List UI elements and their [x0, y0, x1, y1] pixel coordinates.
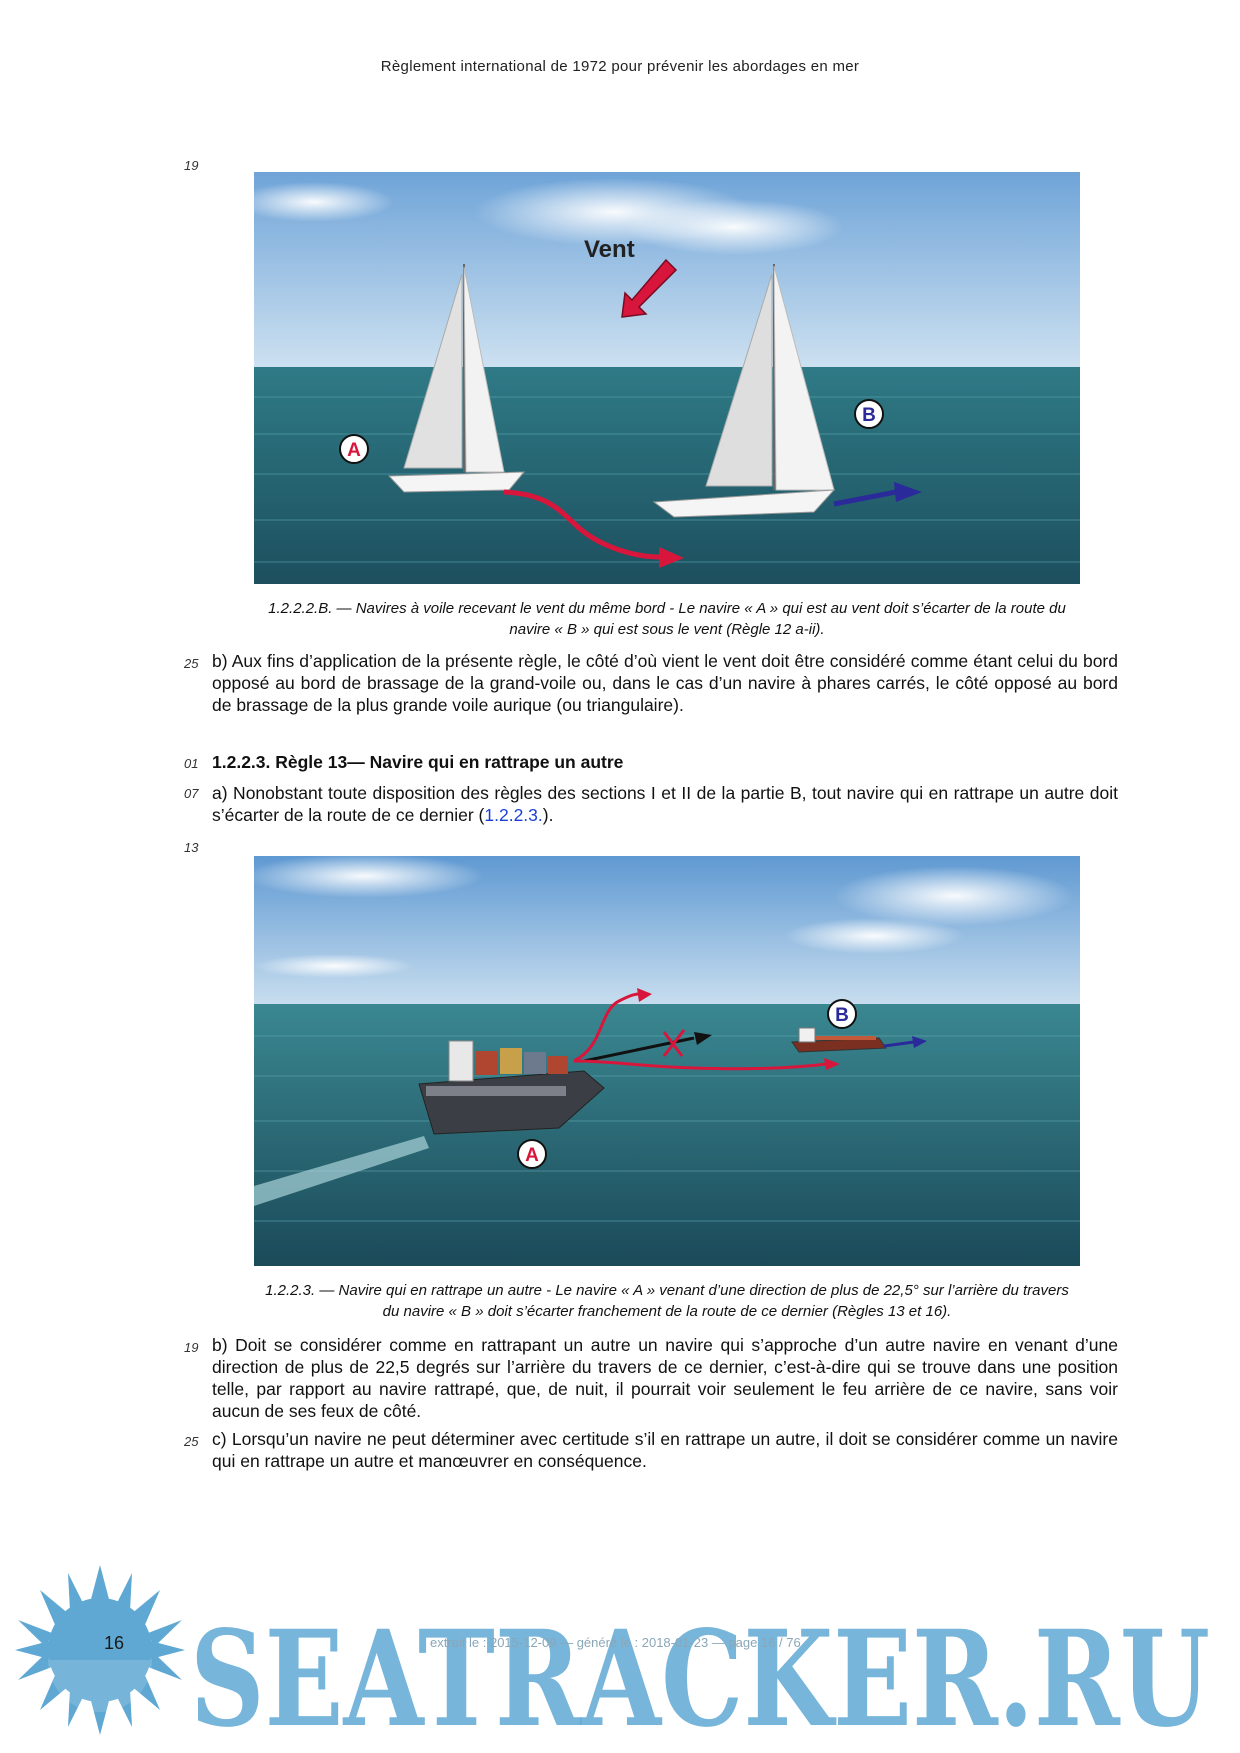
svg-text:A: A: [525, 1145, 539, 1166]
margin-number: 01: [184, 756, 199, 771]
wind-label: Vent: [584, 236, 635, 263]
sun-logo-icon: [15, 1565, 185, 1735]
margin-number: 13: [184, 840, 199, 855]
page-header: Règlement international de 1972 pour prévenir les abordages en mer: [380, 58, 860, 75]
section-heading-rule-13: 1.2.2.3. Règle 13— Navire qui en rattrape un autre: [212, 752, 624, 772]
marker-b: [855, 400, 883, 428]
seatracker-watermark: [0, 1565, 1240, 1753]
svg-text:A: A: [347, 440, 361, 461]
section-link[interactable]: 1.2.2.3.: [484, 805, 543, 825]
margin-number: 25: [184, 656, 199, 671]
figure-caption-2: 1.2.2.3. — Navire qui en rattrape un autre - Le navire « A » venant d’une direction de plus de 22,5° sur l’arrière du travers du navire « B » doit s’écarter franchement de la route de ce dernier (Règles 13 et 16).: [265, 1282, 1069, 1320]
marker-b: [828, 1000, 856, 1028]
margin-number: 07: [184, 786, 199, 801]
figure-sailing-boats: [254, 172, 1080, 584]
marker-a: [518, 1140, 546, 1168]
paragraph-wind-side: b) Aux fins d’application de la présente règle, le côté d’où vient le vent doit être considéré comme étant celui du bord opposé au bord de brassage de la grand-voile ou, dans le cas d’un navire à phares carrés, le côté opposé au bord de brassage de la plus grande voile aurique (ou triangulaire).: [212, 651, 1118, 715]
watermark-text: SEATRACKER.RU: [190, 1602, 1210, 1753]
svg-text:B: B: [835, 1005, 849, 1026]
paragraph-overtaking-c: c) Lorsqu’un navire ne peut déterminer avec certitude s’il en rattrape un autre, il doit se considérer comme un navire qui en rattrape un autre et manœuvrer en conséquence.: [212, 1429, 1118, 1471]
marker-a: [340, 435, 368, 463]
figure-caption-1: 1.2.2.2.B. — Navires à voile recevant le vent du même bord - Le navire « A » qui est au vent doit s’écarter de la route du navire « B » qui est sous le vent (Règle 12 a-ii).: [268, 600, 1066, 638]
margin-number: 25: [184, 1434, 199, 1449]
paragraph-overtaking-a: a) Nonobstant toute disposition des règles des sections I et II de la partie B, tout navire qui en rattrape un autre doit s’écarter de la route de ce dernier (1.2.2.3.).: [212, 783, 1118, 825]
page-number: 16: [104, 1633, 125, 1653]
page-generation-info: extrait le : 2015-12-09 — généré le : 2018-01-23 — page 16 / 76: [430, 1635, 801, 1650]
margin-number: 19: [184, 1340, 199, 1355]
figure-overtaking-ships: [254, 856, 1080, 1266]
paragraph-overtaking-b: b) Doit se considérer comme en rattrapant un autre un navire qui s’approche d’un autre navire en venant d’une direction de plus de 22,5 degrés sur l’arrière du travers de ce dernier, c’est-à-dire qui se trouve dans une position telle, par rapport au navire rattrapé, que, de nuit, il pourrait voir seulement le feu arrière de ce navire, sans voir aucun de ses feux de côté.: [212, 1335, 1118, 1421]
svg-text:B: B: [862, 405, 876, 426]
margin-number: 19: [184, 158, 199, 173]
